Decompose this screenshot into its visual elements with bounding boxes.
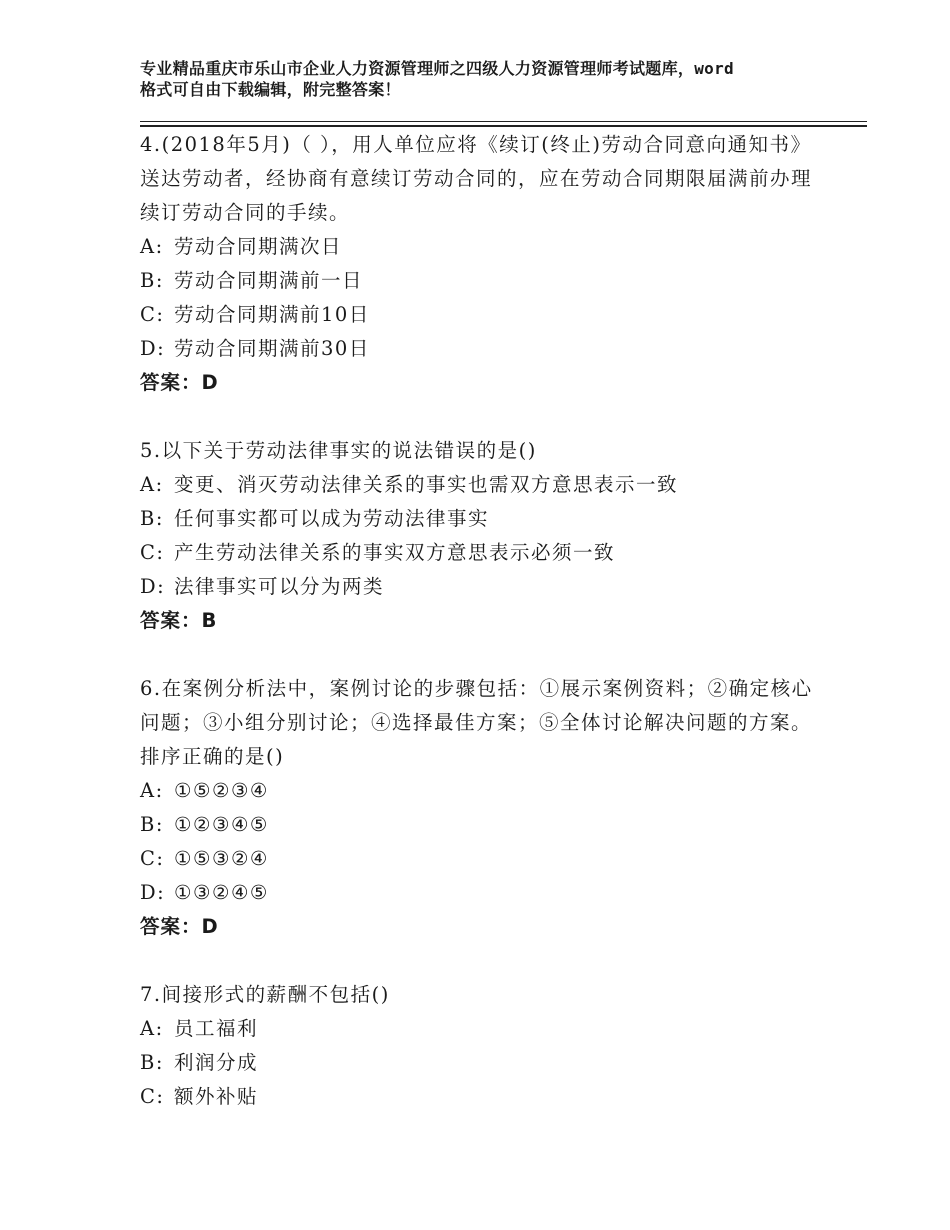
option-text: 产生劳动法律关系的事实双方意思表示必须一致 xyxy=(174,541,616,564)
header-divider xyxy=(140,121,867,127)
option-key: D: xyxy=(140,575,166,598)
option-a xyxy=(140,1012,830,1046)
option-b xyxy=(140,808,830,842)
option-key: B: xyxy=(140,1051,164,1074)
option-a xyxy=(140,468,830,502)
option-c xyxy=(140,536,830,570)
option-key: C: xyxy=(140,847,165,870)
option-text: ①⑤②③④ xyxy=(174,779,269,802)
option-text: 变更、消灭劳动法律关系的事实也需双方意思表示一致 xyxy=(174,473,679,496)
option-key: A: xyxy=(140,779,164,802)
question-7 xyxy=(140,978,830,1114)
option-text: 利润分成 xyxy=(174,1051,259,1074)
option-key: B: xyxy=(140,507,164,530)
document-header xyxy=(140,58,830,100)
answer: 答案：B xyxy=(140,609,218,632)
option-key: C: xyxy=(140,303,165,326)
option-text: 额外补贴 xyxy=(174,1085,259,1108)
option-b xyxy=(140,502,830,536)
option-d xyxy=(140,570,830,604)
option-text: 员工福利 xyxy=(174,1017,259,1040)
option-key: A: xyxy=(140,235,164,258)
option-a xyxy=(140,774,830,808)
option-b xyxy=(140,1046,830,1080)
option-text: 劳动合同期满前10日 xyxy=(174,303,370,326)
question-6 xyxy=(140,672,830,944)
question-stem: 7.间接形式的薪酬不包括() xyxy=(140,983,390,1006)
option-text: ①⑤③②④ xyxy=(174,847,269,870)
option-text: ①②③④⑤ xyxy=(174,813,269,836)
answer: 答案：D xyxy=(140,371,219,394)
option-key: D: xyxy=(140,337,166,360)
question-list xyxy=(140,128,830,1148)
option-c xyxy=(140,298,830,332)
header-line-1: 专业精品重庆市乐山市企业人力资源管理师之四级人力资源管理师考试题库，word xyxy=(140,59,734,78)
option-a xyxy=(140,230,830,264)
question-stem: 5.以下关于劳动法律事实的说法错误的是() xyxy=(140,439,537,462)
option-key: B: xyxy=(140,813,164,836)
option-key: A: xyxy=(140,473,164,496)
option-c xyxy=(140,1080,830,1114)
option-key: D: xyxy=(140,881,166,904)
option-text: 劳动合同期满前30日 xyxy=(174,337,370,360)
option-text: 劳动合同期满前一日 xyxy=(174,269,364,292)
option-d xyxy=(140,332,830,366)
option-d xyxy=(140,876,830,910)
option-text: 任何事实都可以成为劳动法律事实 xyxy=(174,507,490,530)
question-stem: 6.在案例分析法中，案例讨论的步骤包括：①展示案例资料；②确定核心问题；③小组分别讨论；④选择最佳方案；⑤全体讨论解决问题的方案。排序正确的是() xyxy=(140,677,813,768)
option-c xyxy=(140,842,830,876)
option-text: ①③②④⑤ xyxy=(174,881,269,904)
option-text: 劳动合同期满次日 xyxy=(174,235,343,258)
question-stem: 4.(2018年5月)（ ），用人单位应将《续订(终止)劳动合同意向通知书》送达劳动者，经协商有意续订劳动合同的，应在劳动合同期限届满前办理续订劳动合同的手续。 xyxy=(140,133,813,224)
header-line-2: 格式可自由下载编辑，附完整答案！ xyxy=(140,80,401,99)
question-4 xyxy=(140,128,830,400)
option-key: C: xyxy=(140,541,165,564)
answer: 答案：D xyxy=(140,915,219,938)
question-5 xyxy=(140,434,830,638)
option-key: A: xyxy=(140,1017,164,1040)
option-key: B: xyxy=(140,269,164,292)
option-b xyxy=(140,264,830,298)
option-key: C: xyxy=(140,1085,165,1108)
option-text: 法律事实可以分为两类 xyxy=(174,575,385,598)
